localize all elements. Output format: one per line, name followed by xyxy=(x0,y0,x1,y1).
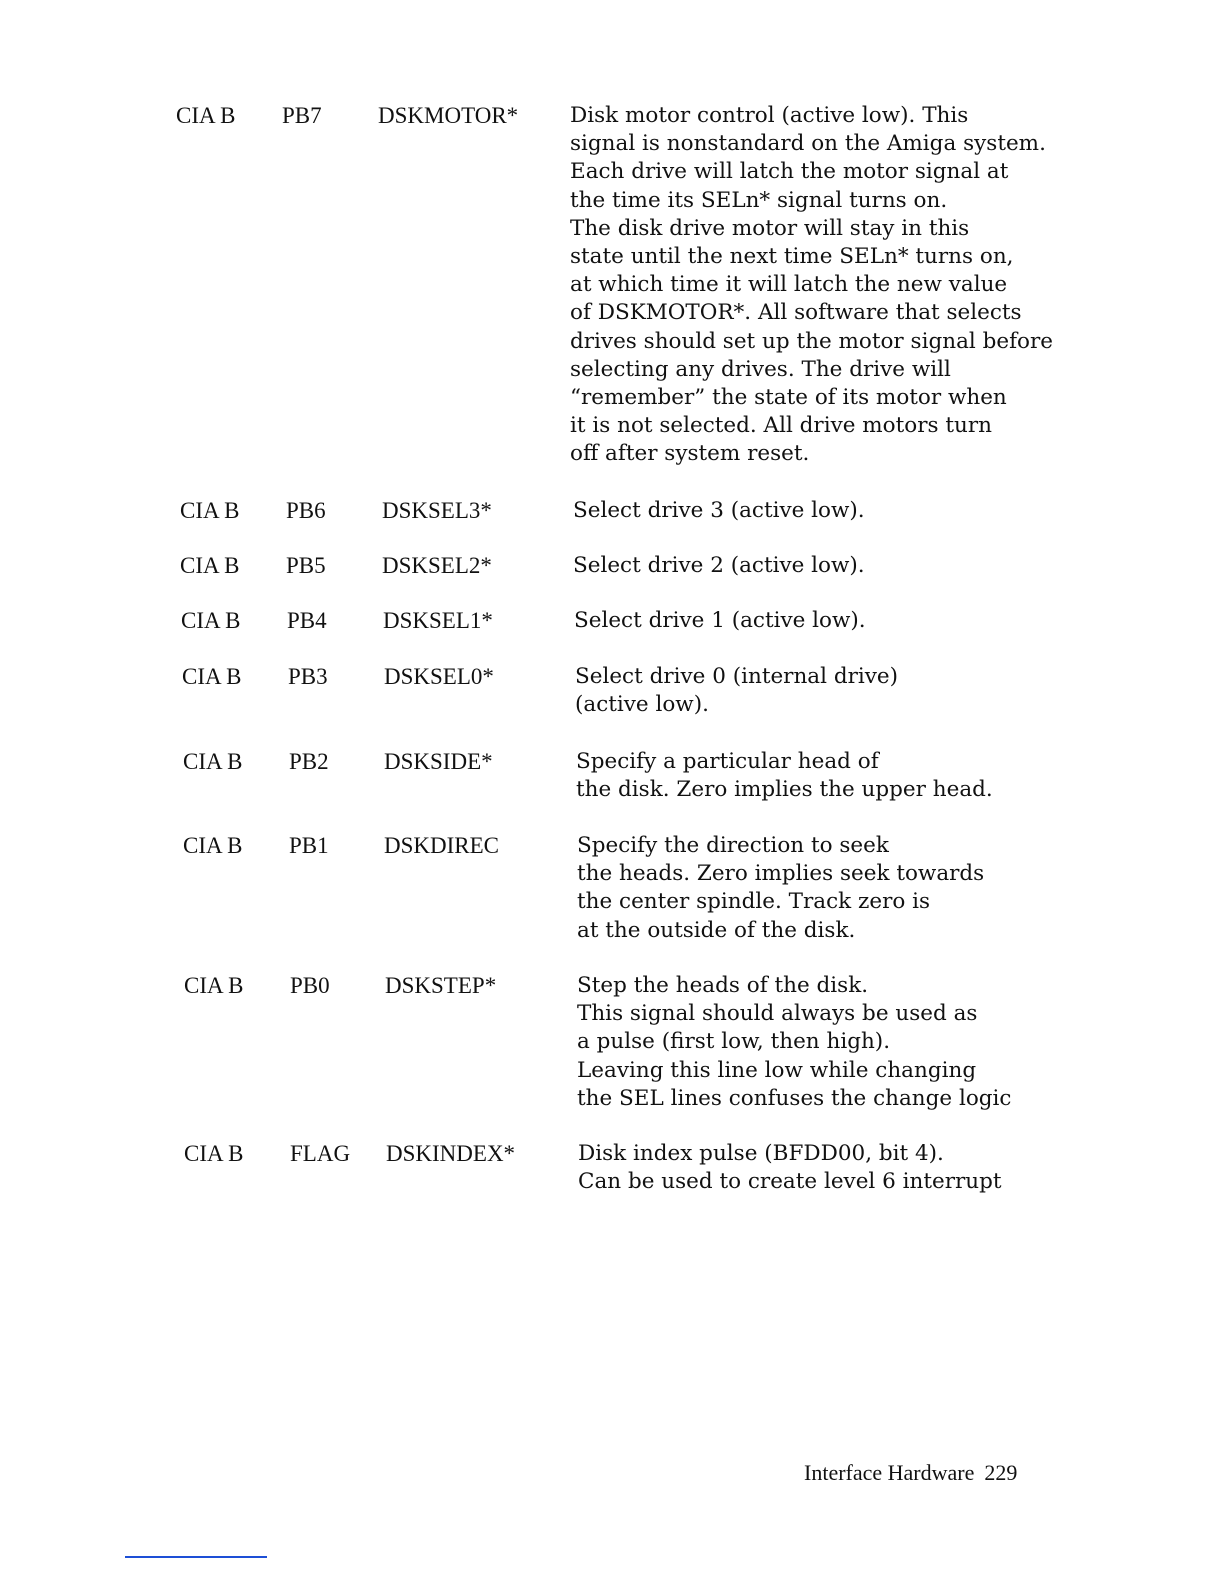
chip-name: CIA B xyxy=(180,553,240,578)
port-pin: FLAG xyxy=(290,1141,351,1166)
port-pin: PB1 xyxy=(289,833,329,858)
description-line: Step the heads of the disk. xyxy=(577,973,869,998)
signal-name: DSKSEL2* xyxy=(382,553,492,578)
chip-name: CIA B xyxy=(180,498,240,523)
description-line: off after system reset. xyxy=(570,441,810,467)
signal-description xyxy=(574,607,1024,635)
chip-name: CIA B xyxy=(183,833,243,858)
signal-description xyxy=(573,552,1023,580)
description-line: Select drive 0 (internal drive) xyxy=(575,664,899,689)
port-pin: PB0 xyxy=(290,973,330,998)
port-pin: PB7 xyxy=(282,103,322,128)
port-pin: PB6 xyxy=(286,498,326,523)
description-line: Disk motor control (active low). This xyxy=(570,103,969,128)
description-line: Select drive 2 (active low). xyxy=(573,553,865,578)
footer-section-title: Interface Hardware xyxy=(804,1460,975,1485)
signal-name: DSKSTEP* xyxy=(385,973,497,998)
chip-name: CIA B xyxy=(183,749,243,774)
description-line: at which time it will latch the new value xyxy=(570,272,1008,298)
port-pin: PB2 xyxy=(289,749,329,774)
description-line: Select drive 1 (active low). xyxy=(574,608,866,633)
signal-description xyxy=(578,1140,1028,1196)
description-line: state until the next time SELn* turns on, xyxy=(570,244,1014,270)
signal-name: DSKINDEX* xyxy=(386,1141,516,1166)
signal-description xyxy=(573,497,1023,525)
chip-name: CIA B xyxy=(181,608,241,633)
page-number: 229 xyxy=(984,1460,1018,1485)
description-line: (active low). xyxy=(575,692,709,718)
description-line: Can be used to create level 6 interrupt xyxy=(578,1169,1002,1195)
signal-name: DSKMOTOR* xyxy=(378,103,519,128)
signal-name: DSKSEL1* xyxy=(383,608,493,633)
description-line: Each drive will latch the motor signal at xyxy=(570,159,1009,185)
chip-name: CIA B xyxy=(182,664,242,689)
signal-description xyxy=(577,832,1027,945)
description-line: of DSKMOTOR*. All software that selects xyxy=(570,300,1022,326)
footnote-rule xyxy=(125,1556,267,1558)
description-line: “remember” the state of its motor when xyxy=(570,385,1007,411)
description-line: the heads. Zero implies seek towards xyxy=(577,861,985,887)
signal-description xyxy=(577,972,1027,1113)
description-line: Specify a particular head of xyxy=(576,749,879,774)
chip-name: CIA B xyxy=(176,103,236,128)
signal-description xyxy=(575,663,1025,719)
port-pin: PB3 xyxy=(288,664,328,689)
description-line: Disk index pulse (BFDD00, bit 4). xyxy=(578,1141,944,1166)
signal-name: DSKSEL0* xyxy=(384,664,494,689)
description-line: a pulse (first low, then high). xyxy=(577,1029,891,1055)
description-line: signal is nonstandard on the Amiga system. xyxy=(570,131,1046,157)
description-line: Select drive 3 (active low). xyxy=(573,498,865,523)
signal-description xyxy=(576,748,1026,804)
description-line: the disk. Zero implies the upper head. xyxy=(576,777,993,803)
signal-description xyxy=(570,102,1053,469)
description-line: Leaving this line low while changing xyxy=(577,1057,977,1083)
description-line: the SEL lines confuses the change logic xyxy=(577,1085,1012,1111)
page-footer xyxy=(804,1460,1017,1486)
description-line: drives should set up the motor signal before xyxy=(570,328,1053,354)
description-line: the time its SELn* signal turns on. xyxy=(570,187,948,213)
description-line: This signal should always be used as xyxy=(577,1001,978,1027)
signal-name: DSKSIDE* xyxy=(384,749,493,774)
description-line: The disk drive motor will stay in this xyxy=(570,215,970,241)
chip-name: CIA B xyxy=(184,1141,244,1166)
description-line: Specify the direction to seek xyxy=(577,833,889,858)
description-line: it is not selected. All drive motors turn xyxy=(570,413,992,439)
signal-name: DSKDIREC xyxy=(384,833,500,858)
chip-name: CIA B xyxy=(184,973,244,998)
port-pin: PB5 xyxy=(286,553,326,578)
description-line: at the outside of the disk. xyxy=(577,917,856,943)
description-line: the center spindle. Track zero is xyxy=(577,889,931,915)
signal-name: DSKSEL3* xyxy=(382,498,492,523)
description-line: selecting any drives. The drive will xyxy=(570,356,951,382)
port-pin: PB4 xyxy=(287,608,327,633)
